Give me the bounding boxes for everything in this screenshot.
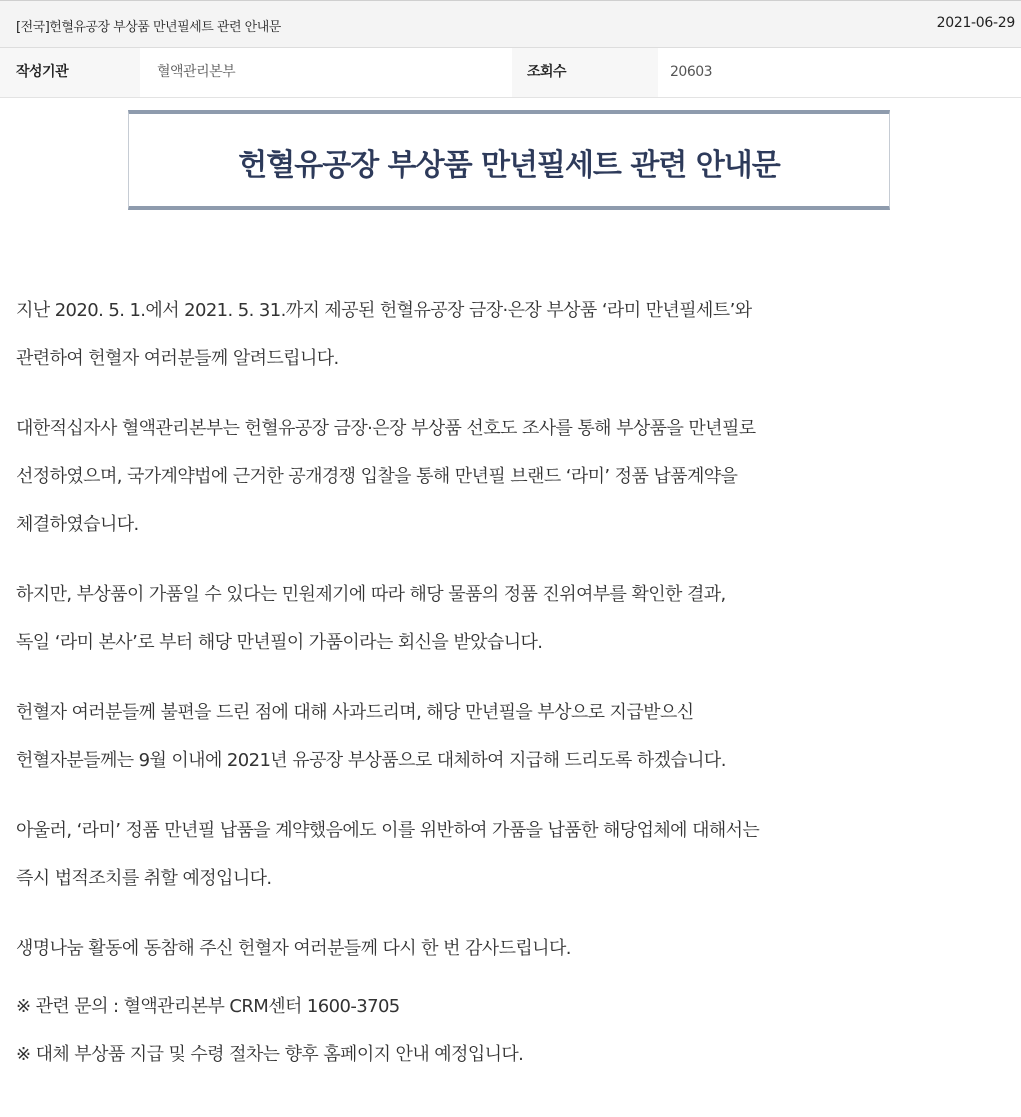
author-label: 작성기관 — [16, 64, 69, 80]
paragraph-line: 체결하였습니다. — [16, 514, 139, 535]
paragraph-line: 즉시 법적조치를 취할 예정입니다. — [16, 868, 272, 889]
paragraph-line: 대한적십자사 혈액관리본부는 헌혈유공장 금장·은장 부상품 선호도 조사를 통해 부상품을 만년필로 — [16, 418, 756, 439]
post-header-title: [전국]헌혈유공장 부상품 만년필세트 관련 안내문 — [16, 20, 281, 35]
notice-note: ※ 대체 부상품 지급 및 수령 절차는 향후 홈페이지 안내 예정입니다. — [16, 1044, 524, 1065]
post-meta-row — [0, 48, 1021, 98]
paragraph — [16, 689, 1006, 785]
paragraph — [16, 405, 1006, 549]
paragraph-line: 생명나눔 활동에 동참해 주신 헌혈자 여러분들께 다시 한 번 감사드립니다. — [16, 938, 571, 959]
paragraph — [16, 807, 1006, 903]
post-header-bar — [0, 0, 1021, 48]
article-title-box — [128, 110, 890, 210]
paragraph-line: 선정하였으며, 국가계약법에 근거한 공개경쟁 입찰을 통해 만년필 브랜드 ‘라미’ 정품 납품계약을 — [16, 466, 738, 487]
paragraph — [16, 925, 1006, 973]
article-body — [16, 287, 1006, 1079]
author-value: 혈액관리본부 — [157, 64, 236, 80]
paragraph-line: 헌혈자분들께는 9월 이내에 2021년 유공장 부상품으로 대체하여 지급해 드리도록 하겠습니다. — [16, 750, 726, 771]
paragraph — [16, 571, 1006, 667]
views-label: 조회수 — [527, 64, 567, 80]
paragraph-line: 하지만, 부상품이 가품일 수 있다는 민원제기에 따라 해당 물품의 정품 진위여부를 확인한 결과, — [16, 584, 726, 605]
contact-note: ※ 관련 문의 : 혈액관리본부 CRM센터 1600-3705 — [16, 996, 400, 1017]
paragraph-line: 독일 ‘라미 본사’로 부터 해당 만년필이 가품이라는 회신을 받았습니다. — [16, 632, 543, 653]
post-date: 2021-06-29 — [936, 15, 1015, 31]
paragraph — [16, 287, 1006, 383]
paragraph-line: 관련하여 헌혈자 여러분들께 알려드립니다. — [16, 348, 339, 369]
paragraph-line: 헌혈자 여러분들께 불편을 드린 점에 대해 사과드리며, 해당 만년필을 부상으로 지급받으신 — [16, 702, 694, 723]
paragraph-line: 아울러, ‘라미’ 정품 만년필 납품을 계약했음에도 이를 위반하여 가품을 납품한 해당업체에 대해서는 — [16, 820, 760, 841]
paragraph-line: 지난 2020. 5. 1.에서 2021. 5. 31.까지 제공된 헌혈유공장 금장·은장 부상품 ‘라미 만년필세트’와 — [16, 300, 752, 321]
article-title: 헌혈유공장 부상품 만년필세트 관련 안내문 — [238, 148, 780, 183]
views-value: 20603 — [670, 64, 713, 80]
